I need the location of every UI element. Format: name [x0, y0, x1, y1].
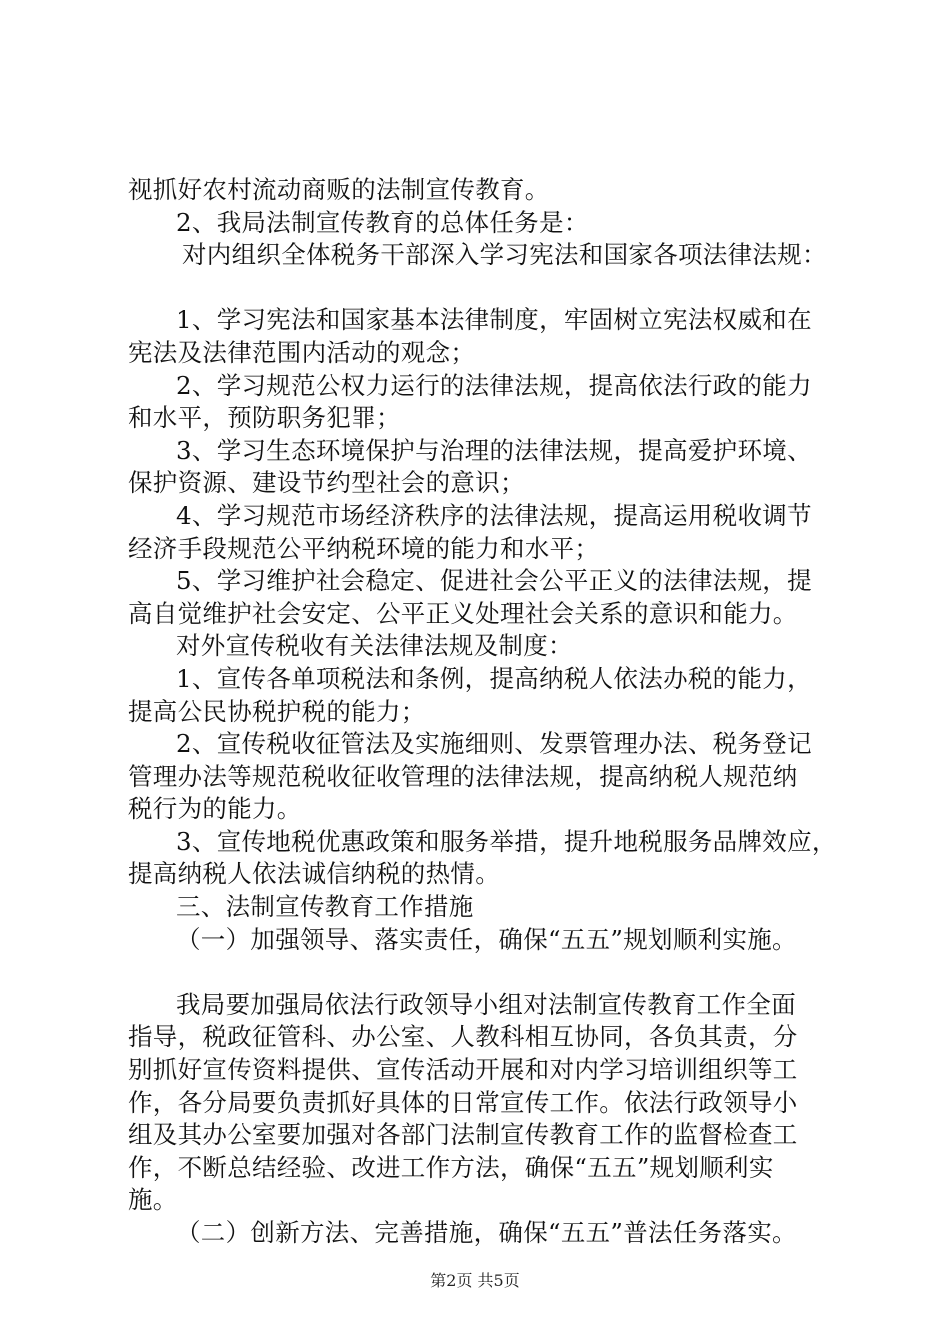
text-line: 1、宣传各单项税法和条例，提高纳税人依法办税的能力，: [176, 663, 812, 693]
text-line: 和水平，预防职务犯罪；: [128, 403, 401, 433]
text-line: 对内组织全体税务干部深入学习宪法和国家各项法律法规：: [182, 240, 827, 270]
page-number-footer: 第2页 共5页: [430, 1271, 520, 1290]
document-body: [128, 174, 858, 1250]
text-line: 施。: [128, 1185, 178, 1215]
section-heading: 三、法制宣传教育工作措施: [176, 892, 474, 922]
text-line: 3、学习生态环境保护与治理的法律法规，提高爱护环境、: [176, 435, 812, 465]
blank-line: [128, 956, 858, 989]
text-line: 作，不断总结经验、改进工作方法，确保“五五”规划顺利实: [128, 1152, 774, 1182]
text-line: 5、学习维护社会稳定、促进社会公平正义的法律法规，提: [176, 566, 812, 596]
subsection-heading: （一）加强领导、落实责任，确保“五五”规划顺利实施。: [176, 924, 797, 954]
text-line: 我局要加强局依法行政领导小组对法制宣传教育工作全面: [176, 989, 796, 1019]
text-line: 提高公民协税护税的能力；: [128, 696, 426, 726]
text-line: 税行为的能力。: [128, 794, 302, 824]
text-line: 2、学习规范公权力运行的法律法规，提高依法行政的能力: [176, 370, 812, 400]
text-line: 经济手段规范公平纳税环境的能力和水平；: [128, 533, 600, 563]
text-line: 1、学习宪法和国家基本法律制度，牢固树立宪法权威和在: [176, 305, 812, 335]
text-line: 高自觉维护社会安定、公平正义处理社会关系的意识和能力。: [128, 598, 798, 628]
text-line: 作，各分局要负责抓好具体的日常宣传工作。依法行政领导小: [128, 1087, 798, 1117]
subsection-heading: （二）创新方法、完善措施，确保“五五”普法任务落实。: [176, 1218, 797, 1247]
text-line: 对外宣传税收有关法律法规及制度：: [176, 631, 573, 661]
text-line: 保护资源、建设节约型社会的意识；: [128, 468, 525, 498]
text-line: 管理办法等规范税收征收管理的法律法规，提高纳税人规范纳: [128, 761, 798, 791]
blank-line: [128, 272, 858, 305]
text-line: 组及其办公室要加强对各部门法制宣传教育工作的监督检查工: [128, 1120, 798, 1150]
text-line: 3、宣传地税优惠政策和服务举措，提升地税服务品牌效应，: [176, 826, 837, 856]
text-line: 视抓好农村流动商贩的法制宣传教育。: [128, 175, 550, 204]
text-line: 宪法及法律范围内活动的观念；: [128, 337, 476, 367]
text-line: 别抓好宣传资料提供、宣传活动开展和对内学习培训组织等工: [128, 1055, 798, 1085]
text-line: 4、学习规范市场经济秩序的法律法规，提高运用税收调节: [176, 500, 812, 530]
text-line: 2、宣传税收征管法及实施细则、发票管理办法、税务登记: [176, 729, 812, 759]
text-line: 提高纳税人依法诚信纳税的热情。: [128, 859, 500, 889]
text-line: 2、我局法制宣传教育的总体任务是：: [176, 207, 589, 237]
text-line: 指导，税政征管科、办公室、人教科相互协同，各负其责，分: [128, 1022, 798, 1052]
